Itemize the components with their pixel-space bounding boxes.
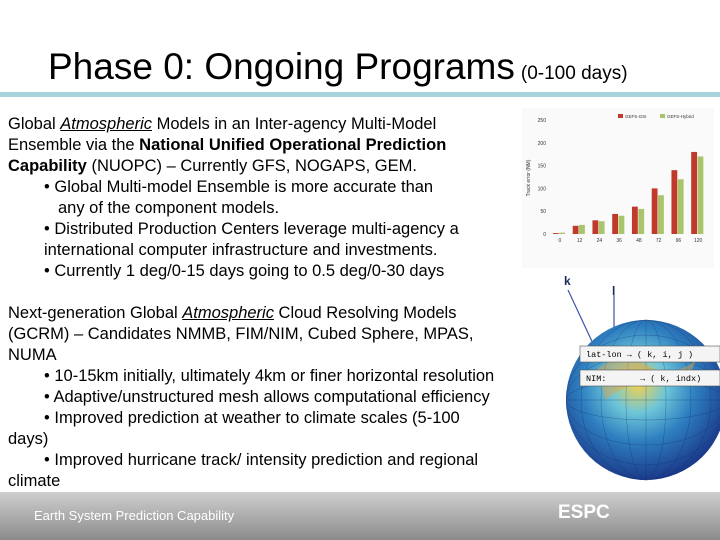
bar-gefs-gsi [553,233,559,234]
nuopc-line-2 [8,135,528,156]
bar-gefs-hybrid [579,225,585,234]
bar-gefs-hybrid [599,221,605,234]
text-underlined: Atmospheric [60,115,152,133]
y-tick-label: 150 [537,163,546,170]
legend-label: GEFS-GSI [625,114,647,119]
footer-org: Earth System Prediction Capability [34,508,235,523]
bar-gefs-hybrid [698,156,704,234]
text-bold: National Unified Operational Prediction [139,136,447,154]
globe-figure [566,290,720,500]
label-k: k [564,274,571,288]
bullet-scales: • Improved prediction at weather to climate scales (5-100 [44,409,460,427]
bar-gefs-gsi [612,214,618,234]
gcrm-section [8,303,568,492]
chart-background [522,108,714,268]
latlon-text: lat-lon → ( k, i, j ) [586,350,694,360]
bullet-hurricane: • Improved hurricane track/ intensity prediction and regional [44,451,479,469]
text: Next-generation Global [8,304,183,322]
bullet-distributed-cont: international computer infrastructure and investments. [44,241,438,259]
nuopc-line-3 [8,156,528,177]
bullet-resolution: • Currently 1 deg/0-15 days going to 0.5 deg/0-30 days [44,262,445,280]
text: Cloud Resolving Models [273,304,457,322]
bar-gefs-hybrid [678,179,684,234]
gcrm-line-1 [8,303,568,324]
y-tick-label: 200 [537,140,546,147]
y-tick-label: 100 [537,186,546,193]
globe-svg [566,290,720,500]
text: Ensemble via the [8,136,140,154]
gcrm-line-2: (GCRM) – Candidates NMMB, FIM/NIM, Cubed Sphere, MPAS, [8,325,474,343]
nuopc-section [8,114,528,282]
bar-gefs-hybrid [658,195,664,234]
label-l: l [612,284,616,298]
x-tick-label: 0 [558,238,562,244]
bullet-multimodel-cont: any of the component models. [58,199,280,217]
x-tick-label: 48 [636,238,642,244]
bullet-distributed: • Distributed Production Centers leverage multi-agency a [44,220,459,238]
x-tick-label: 24 [596,238,603,244]
y-tick-label: 50 [540,209,546,216]
legend-swatch [660,114,665,118]
slide-title-main: Phase 0: Ongoing Programs [48,46,515,87]
title-divider [0,92,720,97]
x-tick-label: 12 [576,238,583,244]
bar-gefs-gsi [691,152,697,234]
legend-label: GEFS-Hybrid [667,114,694,119]
bar-gefs-gsi [573,226,579,234]
text: (NUOPC) – Currently GFS, NOGAPS, GEM. [86,157,417,175]
text-underlined: Atmospheric [182,304,274,322]
slide-title [48,46,628,88]
nim-label: NIM: [586,374,607,384]
y-tick-label: 0 [543,232,546,238]
x-tick-label: 36 [616,238,622,244]
footer-bar [0,492,720,540]
bullet-km: • 10-15km initially, ultimately 4km or finer horizontal resolution [44,367,495,385]
bar-gefs-gsi [632,207,638,234]
text: Models in an Inter-agency Multi-Model [151,115,437,133]
nim-value: → ( k, indx) [640,374,702,384]
bar-gefs-gsi [652,188,658,234]
bar-gefs-hybrid [619,216,625,234]
track-error-chart-svg [522,108,714,268]
slide-title-sub: (0-100 days) [520,63,628,84]
x-tick-label: 72 [655,238,662,244]
bar-gefs-hybrid [559,233,565,234]
axis-k-line [568,290,596,350]
bar-gefs-gsi [671,170,677,234]
footer-logo-text: ESPC [558,502,610,523]
bar-gefs-gsi [592,220,598,234]
text-bold: Capability [8,157,87,175]
y-tick-label: 250 [537,118,546,124]
gcrm-line-3: NUMA [8,346,57,364]
bullet-hurricane-cont: climate [8,472,61,490]
bullet-mesh: • Adaptive/unstructured mesh allows computational efficiency [44,388,490,406]
bar-gefs-hybrid [638,209,644,234]
x-tick-label: 96 [675,238,682,244]
text: Global [8,115,61,133]
bullet-multimodel: • Global Multi-model Ensemble is more accurate than [44,178,434,196]
track-error-chart [522,108,714,268]
nuopc-line-1 [8,114,528,135]
chart-ylabel: Track error (NM) [526,159,532,197]
x-tick-label: 120 [693,238,703,244]
legend-swatch [618,114,623,118]
bullet-scales-cont: days) [8,430,49,448]
